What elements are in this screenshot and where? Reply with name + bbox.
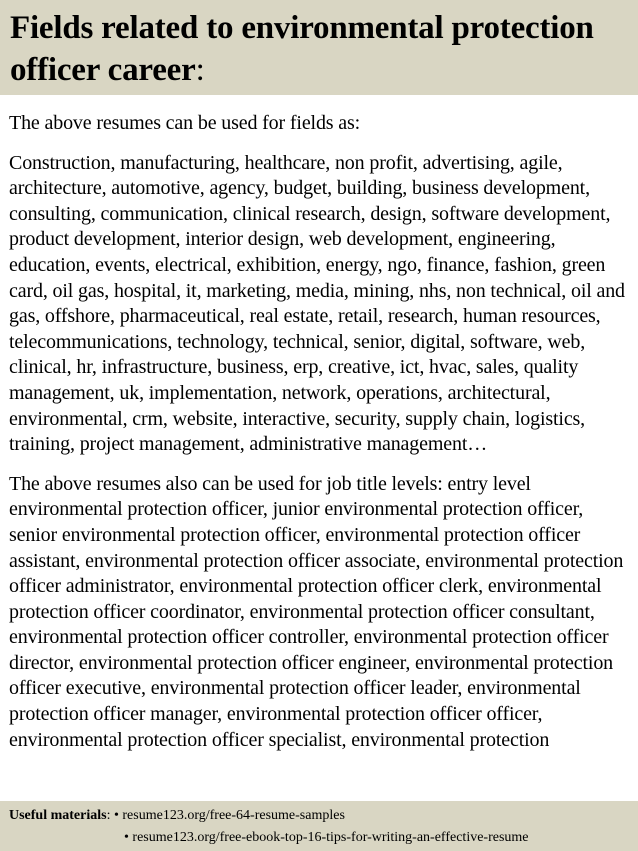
page-title-text: Fields related to environmental protection officer career <box>10 10 594 88</box>
page-title-colon: : <box>195 52 205 88</box>
useful-materials-line-2 <box>124 827 529 849</box>
useful-materials-line-1 <box>9 805 345 827</box>
useful-materials-label: Useful materials <box>9 808 107 823</box>
job-levels-list: The above resumes also can be used for job title levels: entry level environmental protection officer, junior environmental protection officer, senior environmental protection officer, environmental protection officer assistant, environmental protection officer associate, environmental protection officer administrator, environmental protection officer clerk, environmental protection officer coordinator, environmental protection officer consultant, environmental protection officer controller, environmental protection officer director, environmental protection officer engineer, environmental protection officer executive, environmental protection officer leader, environmental protection officer manager, environmental protection officer officer, environmental protection officer specialist, environmental protection <box>9 472 624 751</box>
page-title <box>10 7 630 91</box>
bullet-1: • <box>113 808 123 823</box>
main-content <box>9 111 633 801</box>
label-separator: : <box>106 808 114 823</box>
bullet-2: • <box>124 830 133 845</box>
ebook-tips-link[interactable]: resume123.org/free-ebook-top-16-tips-for-writing-an-effective-resume <box>132 830 529 845</box>
fields-intro: The above resumes can be used for fields as: <box>9 112 361 134</box>
resume-samples-link[interactable]: resume123.org/free-64-resume-samples <box>122 808 345 823</box>
fields-list: Construction, manufacturing, healthcare, non profit, advertising, agile, architecture, automotive, agency, budget, building, business development, consulting, communication, clinical research, design, software development, product development, interior design, web development, engineering, education, events, electrical, exhibition, energy, ngo, finance, fashion, green card, oil gas, hospital, it, marketing, media, mining, nhs, non technical, oil and gas, offshore, pharmaceutical, real estate, retail, research, human resources, telecommunications, technology, technical, senior, digital, software, web, clinical, hr, infrastructure, business, erp, creative, ict, hvac, sales, quality management, uk, implementation, network, operations, architectural, environmental, crm, website, interactive, security, supply chain, logistics, training, project management, administrative management… <box>9 151 625 456</box>
useful-materials-footer <box>0 801 638 851</box>
title-banner <box>0 0 638 95</box>
